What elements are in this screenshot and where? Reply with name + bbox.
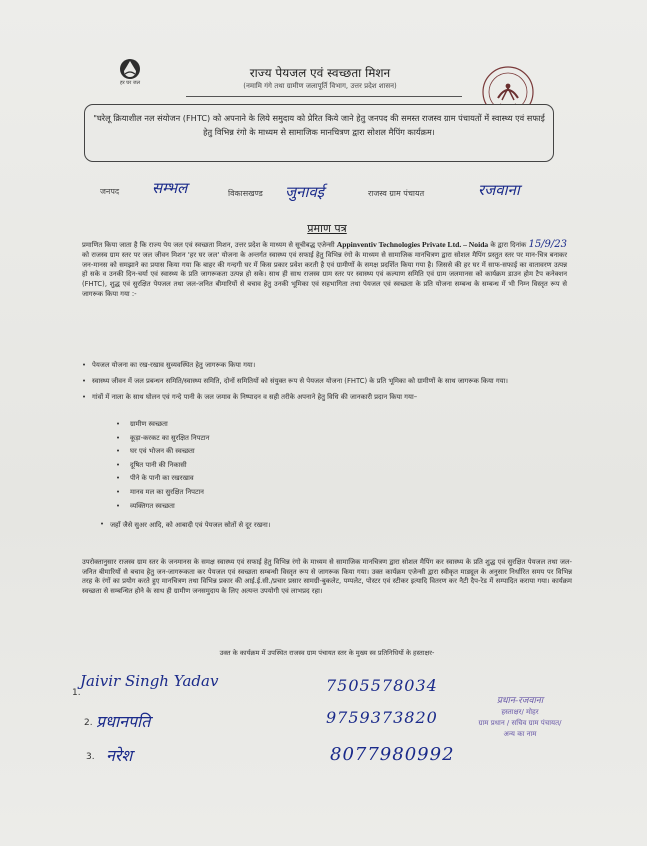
topic-item: • घर एवं भोजन की स्वच्छता <box>116 445 416 459</box>
stamp-line: अन्य का नाम <box>503 730 537 738</box>
topic-item: • कूड़ा-करकट का सुरक्षित निपटान <box>116 432 416 446</box>
block-label: विकासखण्ड <box>228 189 263 198</box>
water-drop-logo-icon <box>108 58 152 82</box>
signatory-name: प्रधानपति <box>96 712 151 731</box>
certificate-body <box>82 240 567 300</box>
body-main: को राजस्व ग्राम स्तर पर जल जीवन मिशन 'हर घर जल' योजना के अन्तर्गत स्वास्थ्य एवं सफाई हेतु विभिन्न रंगो के माध्यम से सामाजिक मानचित्रण द्वारा सोशल मैपिंग प्रस्तुत स्तर पर मान-चित्र बनाकर जन-मानस को समझाने का प्रयास किया गया कि बाहर की गन्दगी घर में किस प्रकार प्रवेश करती है एवं ग्रामीणों के समक्ष प्रदर्शित किया गया है। जिससे की हर घर में साफ-सफाई का वातावरण उत्पन्न हो सके व उनकी दिन-चर्या एवं स्वास्थ्य के प्रति जागरूकता उत्पन्न हो सके। साथ ही साथ राजस्व ग्राम स्तर पर स्वास्थ्य एवं कल्याण समिति एवं ग्राम जलमानस को कार्यक्रम डाउन होम टैप कनेक्शन (FHTC), शुद्ध एवं सुरक्षित पेयजल तथा जल-जनित बीमारियों से बचाव हेतु उनकी भूमिका एवं सहभागिता तथा पेयजल एवं स्वच्छता के प्रति योजना सम्बन्ध के सम्बन्ध में भी निम्न विस्तृत रूप से जागरूक किया गया :- <box>82 250 567 298</box>
bullet-item: • स्वास्थ्य जीवन में जल प्रबन्धन समिति/स्वास्थ्य समिति, दोनों समितियों को संयुक्त रूप से पेयजल योजना (FHTC) के प्रति भूमिका को ग्रामीणों के साथ जागरूक किया गया। <box>82 376 572 386</box>
organization-title: राज्य पेयजल एवं स्वच्छता मिशन <box>249 66 391 80</box>
signature-note: उक्त के कार्यक्रम में उपस्थित राजस्व ग्राम पंचायत स्तर के मुख्य स्व प्रतिनिधियों के हस्ताक्षर- <box>219 649 435 657</box>
stamp-line: हस्ताक्षर/ मोहर <box>501 708 539 716</box>
signatory-number: 3. <box>86 752 95 762</box>
bullet-item: • गांवों में नाला के साथ घोलन एवं गन्दे पानी के जल जमाव के निष्पादन व सही तरीके अपनाने हेतु विधि की जानकारी प्रदान किया गया– <box>82 392 572 402</box>
topic-item: • पीने के पानी का रखरखाव <box>116 472 416 486</box>
body-date-label: के द्वारा दिनांक <box>490 241 527 249</box>
location-fill-row <box>100 180 580 210</box>
stamp-line: ग्राम प्रधान / सचिव ग्राम पंचायत/ <box>478 719 562 727</box>
header-divider <box>186 96 462 97</box>
summary-paragraph: उपरोक्तानुसार राजस्व ग्राम स्तर के जनमानस के समक्ष स्वास्थ्य एवं सफाई हेतु विभिन्न रंगो के माध्यम से सामाजिक मानचित्रण द्वारा सोशल मैपिंग कर स्वास्थ्य के प्रति शुद्ध एवं सुरक्षित पेयजल तथा जल-जनित बीमारियों से बचाव हेतु जन-जागरूकता कर पेयजल एवं स्वच्छता सम्बन्धी विस्तृत रूप से जागरूक किया गया। उक्त कार्यक्रम एजेन्सी द्वारा स्वीकृत माड्यूल के अनुसार निर्धारित समय पर विभिन्न तरह के रंगों का प्रयोग करते हुए मानचित्रण तथा विभिन्न प्रकार की आई.ई.सी./प्रचार प्रसार सामग्री-बुकलेट, पम्पलेट, पोस्टर एवं स्टीकर इत्यादि वितरण कर नैटी दैप-रेड में सम्पादित कराया गया। कार्यक्रम स्वच्छता से सम्बन्धित होने के साथ ही ग्रामीण जनसमुदाय के लिए अत्यन्त उपयोगी एवं लाभप्रद रहा। <box>82 558 572 595</box>
pradhan-stamp <box>460 696 580 754</box>
signatory-phone: 9759373820 <box>326 708 438 727</box>
signatory-number: 2. <box>84 718 93 728</box>
handwritten-date: 15/9/23 <box>528 239 568 250</box>
village-value: रजवाना <box>478 181 520 199</box>
document-title: प्रमाण पत्र <box>307 222 347 235</box>
body-intro: प्रमाणित किया जाता है कि राज्य पेय जल एवं स्वच्छता मिशन, उत्तर प्रदेश के माध्यम से सूचीबद्ध एजेन्सी <box>82 241 335 249</box>
district-label: जनपद <box>100 187 120 196</box>
sanitation-topics-list <box>116 418 416 513</box>
bullet-item: • पेयजल योजना का रख-रखाव सुव्यवस्थित हेतु जागरूक किया गया। <box>82 360 572 370</box>
signatory-name: Jaivir Singh Yadav <box>80 672 219 690</box>
district-value: सम्भल <box>152 179 188 197</box>
stamp-heading: प्रधान-रजवाना <box>496 696 544 706</box>
organization-subtitle: (नमामि गंगे तथा ग्रामीण जलापूर्ति विभाग, उत्तर प्रदेश शासन) <box>243 82 397 90</box>
topic-item: • मानव मल का सुरक्षित निपटान <box>116 486 416 500</box>
topic-item: • व्यक्तिगत स्वच्छता <box>116 500 416 514</box>
logo-tagline: हर घर जल <box>120 80 140 86</box>
animal-distance-bullet: • जहाँ जैसे सुअर आदि, को आबादी एवं पेयजल स्रोतों से दूर रखना। <box>100 520 510 529</box>
agency-name: Appinventiv Technologies Private Ltd. – Noida <box>336 240 489 249</box>
jal-jeevan-mission-logo <box>108 58 152 102</box>
topic-item: • दूषित पानी की निकासी <box>116 459 416 473</box>
topic-item: • ग्रामीण स्वच्छता <box>116 418 416 432</box>
signatory-phone: 7505578034 <box>326 676 438 695</box>
village-label: राजस्व ग्राम पंचायत <box>368 189 425 198</box>
block-value: जुनावई <box>285 183 325 201</box>
awareness-bullets <box>82 360 572 408</box>
signatory-name: नरेश <box>106 746 133 765</box>
program-banner: "घरेलू क्रियाशील नल संयोजन (FHTC) को अपनाने के लिये समुदाय को प्रेरित किये जाने हेतु जनपद की समस्त राजस्व ग्राम पंचायतों में स्वास्थ्य एवं सफाई हेतु विभिन्न रंगो के माध्यम से सामाजिक मानचित्रण द्वारा सोशल मैपिंग कार्यक्रम। <box>84 104 554 162</box>
signatory-phone: 8077980992 <box>330 744 455 765</box>
signatory-number: 1. <box>72 688 81 698</box>
